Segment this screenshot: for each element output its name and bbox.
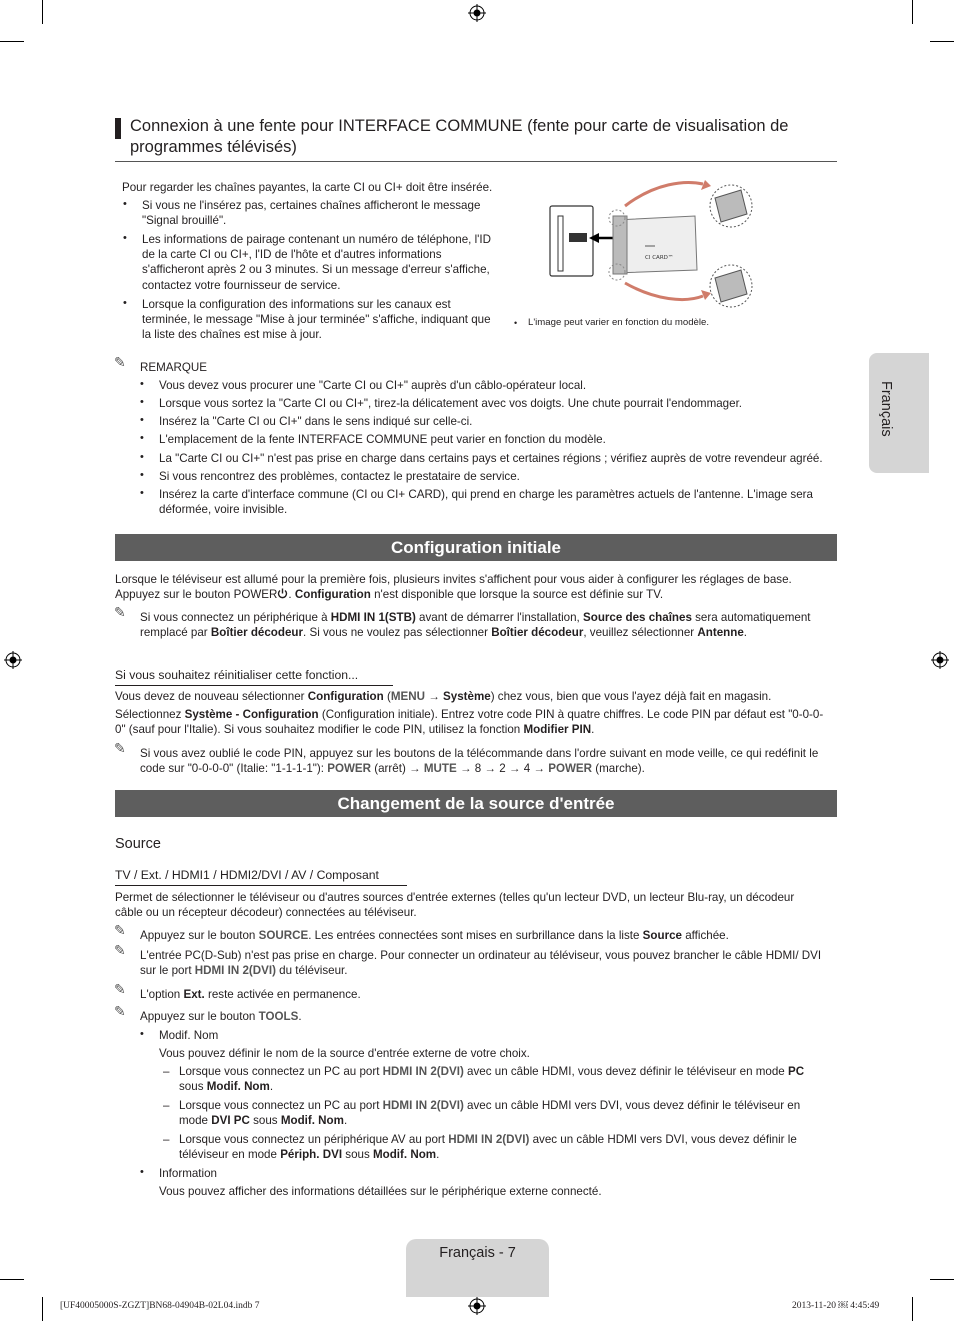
bold-text: Modif. Nom (372, 1148, 437, 1162)
list-item-desc: Vous pouvez définir le nom de la source d'entrée externe de votre choix. (159, 1047, 530, 1060)
bold-text: Système (443, 690, 491, 703)
paragraph-text: . (288, 588, 295, 602)
registration-mark-icon (468, 4, 486, 22)
power-icon (277, 588, 288, 599)
text-run: du téléviseur. (275, 964, 348, 978)
bold-text: Boîtier décodeur (210, 626, 304, 640)
note-item: Insérez la carte d'interface commune (CI ou CI+ CARD), qui prend en charge les paramètres actuels de l'antenne. L'image sera déformée, voire invisible. (159, 488, 813, 517)
bullet: • (123, 198, 127, 210)
bullet: • (140, 1166, 144, 1178)
crop-mark (0, 1279, 24, 1280)
dash: – (163, 1099, 170, 1112)
list-item: Lorsque la configuration des informations sur les canaux est terminée, le message "Mise à jour terminée" s'affiche, indiquant que la liste des chaînes est mise à jour. (142, 298, 491, 342)
note-item: Vous devez vous procurer une "Carte CI ou CI+" auprès d'un câblo-opérateur local. (159, 379, 587, 392)
bold-text: Source (642, 929, 682, 942)
subsection-title: Source (115, 836, 161, 852)
bullet: • (140, 378, 144, 390)
text-run: . (298, 1010, 302, 1023)
bold-text: HDMI IN 2(DVI) (382, 1099, 464, 1112)
subheading-underline (115, 885, 407, 886)
language-side-tab (869, 353, 929, 473)
list-item-desc: Vous pouvez afficher des informations détaillées sur le périphérique externe connecté. (159, 1185, 602, 1198)
text-run: → 8 → 2 → 4 → (456, 762, 549, 776)
note-text (140, 928, 830, 943)
text-run: . Les entrées connectées sont mises en surbrillance dans la liste (308, 929, 643, 942)
note-item: La "Carte CI ou CI+" n'est pas prise en charge dans certains pays et certaines régions ; vérifiez auprès de votre revendeur agréé. (159, 452, 823, 465)
bold-text: HDMI IN 2(DVI) (194, 964, 276, 978)
bold-text: HDMI IN 1(STB) (330, 611, 416, 624)
text-run: → (424, 690, 444, 703)
crop-mark (930, 41, 954, 42)
intro-text: Pour regarder les chaînes payantes, la carte CI ou CI+ doit être insérée. (122, 181, 493, 194)
page-number: Français - 7 (439, 1245, 516, 1261)
bold-text: DVI PC (211, 1114, 250, 1128)
bold-text: HDMI IN 2(DVI) (382, 1065, 464, 1078)
bold-text: Système - Configuration (184, 708, 319, 721)
text-run: reste activée en permanence. (204, 988, 361, 1001)
bullet: • (140, 451, 144, 463)
note-icon: ✎ (114, 922, 126, 938)
paragraph-text-bold: Configuration (294, 588, 371, 602)
registration-mark-icon (468, 1297, 486, 1315)
list-item: Si vous ne l'insérez pas, certaines chaînes afficheront le message "Signal brouillé". (142, 199, 481, 228)
bullet: • (123, 297, 127, 309)
paragraph-text: n'est disponible que lorsque la source est définie sur TV. (370, 588, 664, 602)
subheading: TV / Ext. / HDMI1 / HDMI2/DVI / AV / Composant (115, 868, 379, 882)
list-item-title: Information (159, 1167, 217, 1180)
bullet: • (140, 469, 144, 481)
text-run: . (269, 1080, 274, 1094)
list-item: Les informations de pairage contenant un numéro de téléphone, l'ID de la carte CI ou CI+, l'ID de l'hôte et d'autres informations s'afficheront après 2 ou 3 minutes. Si un message d'erreur s'affiche, contactez votre fournisseur de service. (142, 233, 491, 292)
text-run: avec un câble HDMI, vous devez définir le téléviseur en mode (463, 1065, 788, 1078)
registration-mark-icon (4, 651, 22, 669)
paragraph (115, 707, 830, 737)
bold-text: Périph. DVI (280, 1148, 343, 1162)
note-icon: ✎ (114, 604, 126, 620)
text-run: L'entrée PC(D-Sub) n'est pas prise en charge. Pour connecter un ordinateur au téléviseur, vous pouvez brancher le câble HDMI/ DVI sur le port (140, 949, 822, 978)
bold-text: HDMI IN 2(DVI) (448, 1133, 530, 1146)
note-icon: ✎ (114, 740, 126, 756)
dash-item (179, 1132, 829, 1162)
crop-mark (42, 1297, 43, 1321)
footer-file-info: [UF40005000S-ZGZT]BN68-04904B-02L04.indb 7 (60, 1301, 260, 1311)
bold-text: Source des chaînes (583, 611, 692, 624)
list-item-title: Modif. Nom (159, 1029, 219, 1042)
dash-item (179, 1098, 829, 1128)
text-run: avec un câble HDMI vers DVI, vous devez définir le téléviseur en mode (179, 1099, 801, 1128)
text-run: (Configuration initiale). Entrez votre code PIN à quatre chiffres. Le code PIN par défaut est "0-0-0-0" (sauf pour l'Italie). Si vous souhaitez modifier le code PIN, utilisez la fonction (115, 708, 824, 737)
bullet: • (140, 487, 144, 499)
subheading-underline (115, 685, 393, 686)
text-run: Sélectionnez (115, 708, 185, 721)
text-run: , veuillez sélectionner (583, 626, 698, 640)
text-run: sous (342, 1148, 373, 1162)
text-run: Lorsque vous connectez un périphérique AV au port (179, 1133, 449, 1146)
bold-text: Configuration (307, 690, 384, 703)
note-item: Insérez la "Carte CI ou CI+" dans le sens indiqué sur celle-ci. (159, 415, 473, 428)
note-heading: REMARQUE (140, 361, 207, 374)
note-icon: ✎ (114, 354, 126, 370)
bold-text: Modif. Nom (280, 1114, 344, 1128)
text-run: . Si vous ne voulez pas sélectionner (303, 626, 492, 640)
dash: – (163, 1133, 170, 1146)
bold-text: MUTE (423, 762, 457, 776)
note-text (140, 746, 825, 776)
subheading: Si vous souhaitez réinitialiser cette fonction... (115, 668, 359, 682)
text-run: . (591, 723, 595, 737)
bullet: • (140, 396, 144, 408)
bullet: • (123, 232, 127, 244)
text-run: affichée. (681, 929, 729, 942)
bold-text: Ext. (183, 988, 205, 1001)
figure-caption: L'image peut varier en fonction du modèle. (528, 317, 710, 328)
paragraph (115, 572, 815, 602)
card-label: CI CARD™ (645, 255, 674, 261)
dash-item (179, 1064, 829, 1094)
section-title: Connexion à une fente pour INTERFACE COMMUNE (fente pour carte de visualisation de programmes télévisés) (130, 117, 789, 156)
note-text (140, 1009, 830, 1024)
bold-text: Antenne (697, 626, 744, 640)
section-heading-band: Changement de la source d'entrée (115, 790, 837, 817)
bold-text: Modif. Nom (206, 1080, 270, 1094)
registration-mark-icon (931, 651, 949, 669)
crop-mark (912, 0, 913, 24)
section-title-marker (115, 118, 121, 139)
note-item: Lorsque vous sortez la "Carte CI ou CI+", tirez-la délicatement avec vos doigts. Une chute pourrait l'endommager. (159, 397, 743, 410)
crop-mark (912, 1297, 913, 1321)
text-run: Appuyez sur le bouton (140, 929, 259, 942)
note-icon: ✎ (114, 942, 126, 958)
text-run: (arrêt) → (371, 762, 424, 776)
paragraph (115, 689, 835, 704)
text-run: ) chez vous, bien que vous l'ayez déjà fait en magasin. (490, 690, 772, 703)
dash: – (163, 1065, 170, 1078)
text-run: L'option (140, 988, 184, 1001)
crop-mark (930, 1279, 954, 1280)
bold-text: Modifier PIN (523, 723, 592, 737)
bullet: • (140, 414, 144, 426)
bold-text: Boîtier décodeur (491, 626, 584, 640)
text-run: . (743, 626, 748, 640)
bold-text: POWER (548, 762, 593, 776)
page-number-tab (406, 1239, 549, 1297)
bold-text: PC (787, 1065, 805, 1078)
text-run: avec un câble HDMI vers DVI, vous devez définir le téléviseur en mode (179, 1133, 797, 1162)
footer-timestamp: 2013-11-20 ￼ 4:45:49 (792, 1301, 880, 1311)
text-run: . (343, 1114, 348, 1128)
note-icon: ✎ (114, 1003, 126, 1019)
crop-mark (42, 0, 43, 24)
note-icon: ✎ (114, 981, 126, 997)
section-heading-band: Configuration initiale (115, 534, 837, 561)
text-run: avant de démarrer l'installation, (415, 611, 583, 624)
bold-text: MENU (390, 690, 425, 703)
text-run: ( (383, 690, 391, 703)
text-run: (marche). (592, 762, 645, 776)
note-text (140, 987, 830, 1002)
text-run: . (436, 1148, 440, 1162)
note-item: Si vous rencontrez des problèmes, contactez le prestataire de service. (159, 470, 520, 483)
paragraph: Permet de sélectionner le téléviseur ou d'autres sources d'entrée externes (telles qu'un lecteur DVD, un lecteur Blu-ray, un décodeur câble ou un récepteur décodeur) connectées au téléviseur. (115, 891, 795, 920)
text-run: Si vous connectez un périphérique à (140, 611, 331, 624)
divider (115, 161, 837, 162)
bold-text: POWER (327, 762, 372, 776)
text-run: Si vous avez oublié le code PIN, appuyez sur les boutons de la télécommande dans l'ordre suivant en mode veille, ce qui redéfinit le code sur "0-0-0-0" (Italie: "1-1-1-1"): (140, 747, 819, 776)
ci-card-illustration (545, 178, 760, 313)
bullet: • (514, 318, 518, 328)
paragraph-text: Lorsque le téléviseur est allumé pour la première fois, plusieurs invites s'affichent pour vous aider à configurer les réglages de base. Appuyez sur le bouton POWER (115, 573, 792, 602)
text-run: Lorsque vous connectez un PC au port (179, 1099, 383, 1112)
note-text (140, 948, 830, 978)
text-run: sous (179, 1080, 207, 1094)
bold-text: SOURCE (258, 929, 309, 942)
bullet: • (140, 432, 144, 444)
text-run: Appuyez sur le bouton (140, 1010, 259, 1023)
side-tab-label: Français (878, 381, 894, 437)
crop-mark (0, 41, 24, 42)
text-run: Lorsque vous connectez un PC au port (179, 1065, 383, 1078)
text-run: Vous devez de nouveau sélectionner (115, 690, 308, 703)
bold-text: TOOLS (258, 1010, 299, 1023)
note-text (140, 610, 825, 640)
note-item: L'emplacement de la fente INTERFACE COMMUNE peut varier en fonction du modèle. (159, 433, 606, 446)
text-run: sous (249, 1114, 281, 1128)
text-run: sera automatiquement remplacé par (140, 611, 811, 640)
bullet: • (140, 1028, 144, 1040)
